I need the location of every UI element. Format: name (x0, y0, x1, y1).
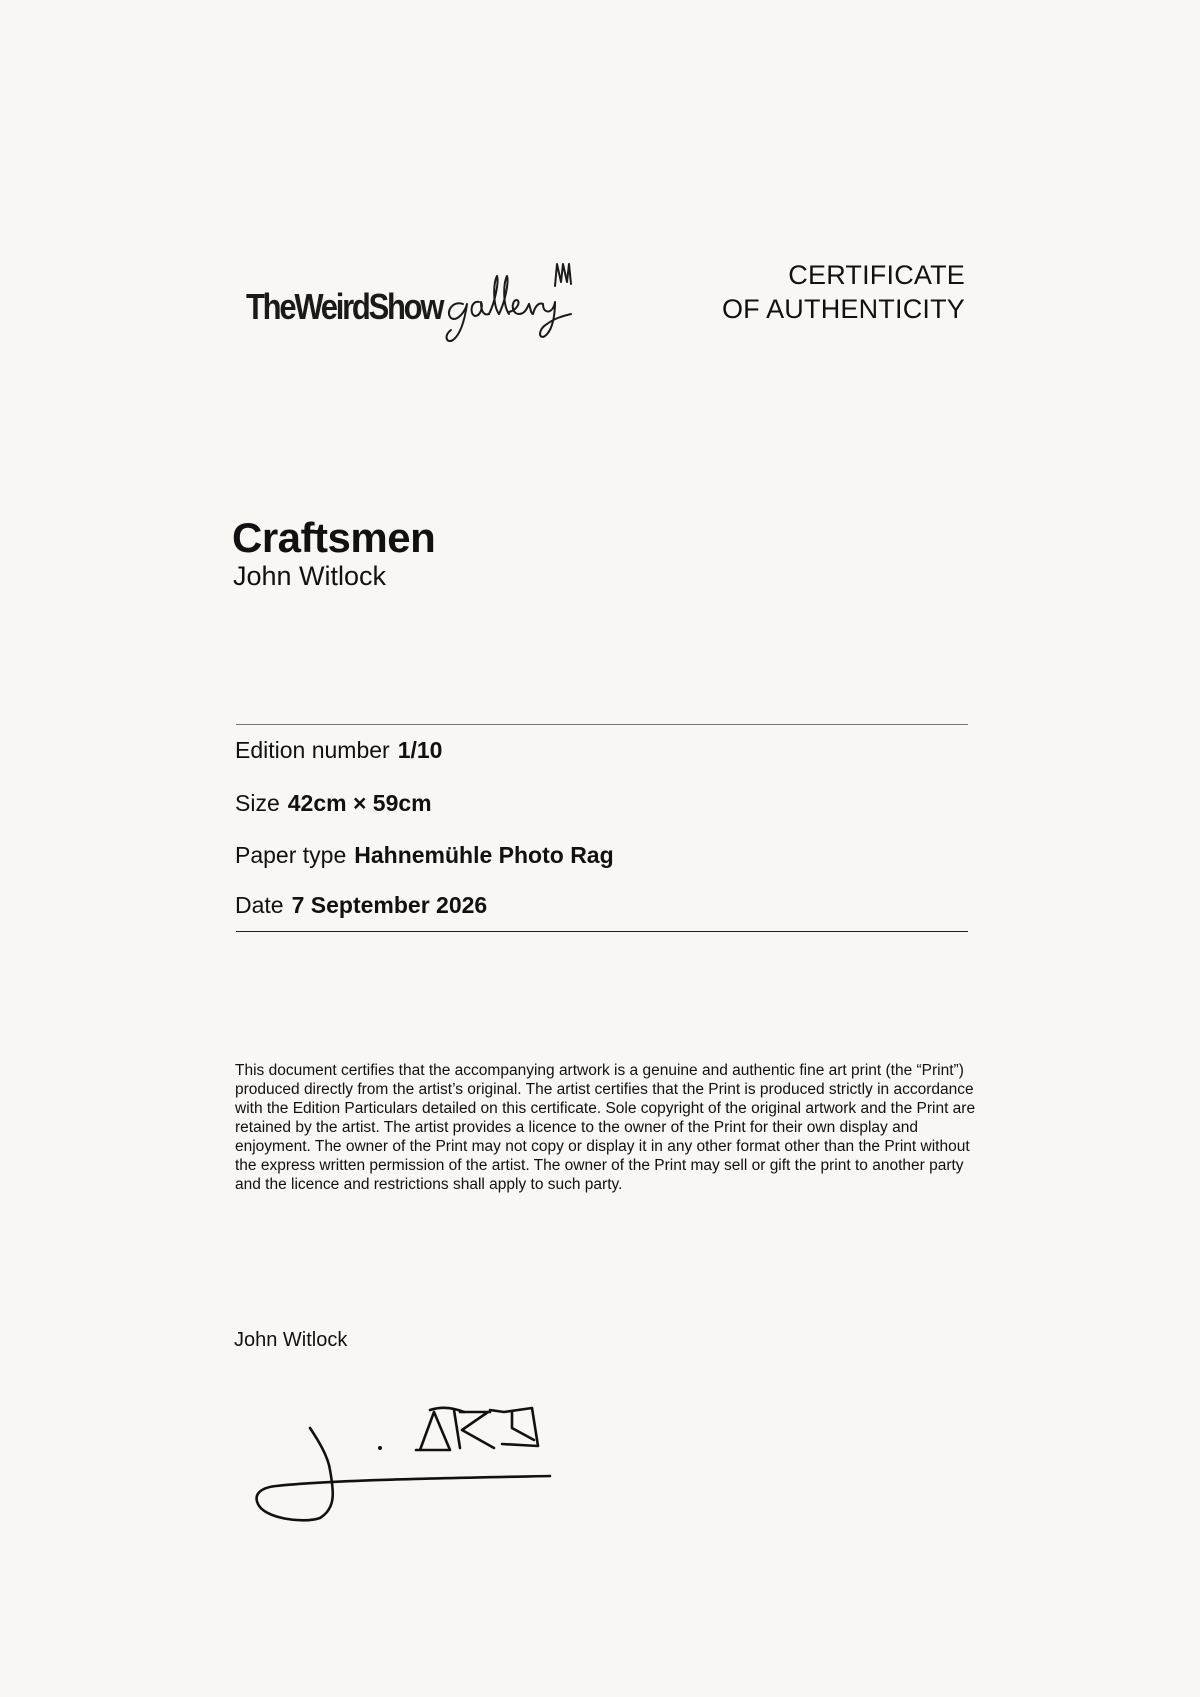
certificate-title-line1: CERTIFICATE (788, 260, 965, 290)
gallery-logo (246, 256, 586, 346)
certificate-title (722, 258, 965, 326)
artist-signature (250, 1400, 560, 1525)
particular-date (235, 891, 487, 919)
certificate-title-line2: OF AUTHENTICITY (721, 294, 965, 324)
particular-paper-type (235, 841, 614, 869)
particular-label: Size (235, 790, 280, 816)
logo-gallery-script (441, 256, 591, 346)
legal-statement: This document certifies that the accompanying artwork is a genuine and authentic fine art print (the “Print”) produced directly from the artist’s original. The artist certifies that the Print is produced strictly in accordance with the Edition Particulars detailed on this certificate. Sole copyright of the original artwork and the Print are retained by the artist. The artist provides a licence to the owner of the Print for their own display and enjoyment. The owner of the Print may not copy or display it in any other format other than the Print without the express written permission of the artist. The owner of the Print may sell or gift the print to another party and the licence and restrictions shall apply to such party. (235, 1062, 976, 1193)
artwork-artist: John Witlock (233, 561, 387, 591)
particulars-bottom-divider (236, 931, 968, 932)
particular-value: Hahnemühle Photo Rag (354, 842, 614, 868)
particulars-top-divider (236, 724, 968, 725)
particular-edition-number (235, 736, 442, 764)
signatory-name: John Witlock (234, 1329, 348, 1351)
particular-label: Date (235, 892, 284, 918)
particular-label: Paper type (235, 842, 347, 868)
artwork-title: Craftsmen (232, 514, 436, 561)
particular-size (235, 789, 432, 817)
particular-value: 7 September 2026 (291, 892, 488, 918)
particular-label: Edition number (235, 737, 390, 763)
particular-value: 42cm × 59cm (287, 790, 432, 816)
particular-value: 1/10 (397, 737, 443, 763)
logo-wordmark: TheWeirdShow (246, 286, 443, 327)
